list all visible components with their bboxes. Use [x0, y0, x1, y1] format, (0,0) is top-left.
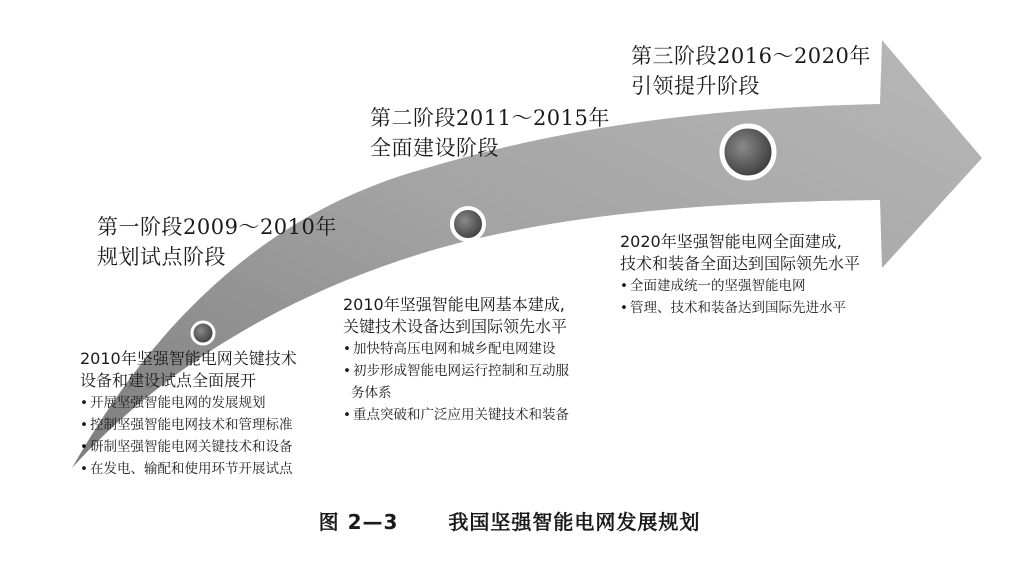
stage-3-bullet: • 管理、技术和装备达到国际先进水平	[620, 297, 860, 319]
stage-1-title-line2: 规划试点阶段	[97, 245, 226, 269]
stage-3-details	[620, 231, 860, 319]
stage-3-title-line2: 引领提升阶段	[631, 74, 760, 98]
stage-2-bullet: • 重点突破和广泛应用关键技术和装备	[343, 404, 569, 426]
stage-1-head-line1: 2010年坚强智能电网关键技术	[80, 349, 297, 368]
stage-3-head-line1: 2020年坚强智能电网全面建成,	[620, 232, 842, 251]
stage-3-title-line1: 第三阶段2016～2020年	[631, 44, 871, 68]
stage-2-bullet: • 加快特高压电网和城乡配电网建设	[343, 338, 569, 360]
stage-2-head-line1: 2010年坚强智能电网基本建成,	[343, 295, 565, 314]
stage-1-title-line1: 第一阶段2009～2010年	[97, 215, 337, 239]
stage-1-details	[80, 348, 297, 480]
stage-2-marker	[452, 208, 484, 240]
stage-1-bullet: • 在发电、输配和使用环节开展试点	[80, 458, 297, 480]
stage-3-title	[631, 41, 871, 101]
stage-1-marker	[192, 322, 214, 344]
stage-3-marker	[722, 126, 774, 178]
stage-3-bullet: • 全面建成统一的坚强智能电网	[620, 275, 860, 297]
figure-label: 图 2—3	[318, 510, 399, 534]
stage-3-head-line2: 技术和装备全面达到国际领先水平	[620, 254, 861, 273]
stage-2-title	[370, 103, 610, 163]
stage-2-details	[343, 294, 569, 426]
stage-2-bullet-continuation: 务体系	[351, 385, 392, 401]
stage-2-title-line2: 全面建设阶段	[370, 136, 499, 160]
stage-2-head-line2: 关键技术设备达到国际领先水平	[343, 317, 568, 336]
stage-2-title-line1: 第二阶段2011～2015年	[370, 106, 610, 130]
stage-1-head-line2: 设备和建设试点全面展开	[80, 371, 257, 390]
stage-2-bullet: • 初步形成智能电网运行控制和互动服	[343, 360, 569, 382]
stage-1-bullet: • 研制坚强智能电网关键技术和设备	[80, 436, 297, 458]
figure-caption	[0, 506, 1019, 535]
stage-1-title	[97, 212, 337, 272]
stage-1-bullet: • 开展坚强智能电网的发展规划	[80, 392, 297, 414]
stage-1-bullet: • 控制坚强智能电网技术和管理标准	[80, 414, 297, 436]
figure-title: 我国坚强智能电网发展规划	[448, 510, 701, 534]
